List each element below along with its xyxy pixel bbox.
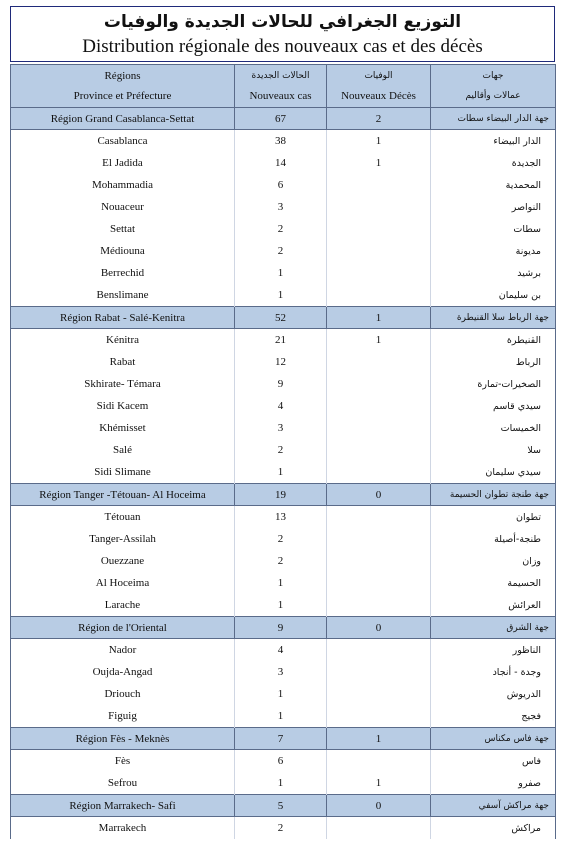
row-deaths-cell (327, 594, 431, 617)
row-name-cell: Figuig (11, 705, 235, 728)
row-name-cell: Berrechid (11, 262, 235, 284)
row-name-cell: Driouch (11, 683, 235, 705)
row-arabic-name-cell: جهة مراكش آسفي (431, 795, 556, 817)
row-deaths-cell: 0 (327, 484, 431, 506)
row-cases-cell: 19 (235, 484, 327, 506)
row-name-cell: Nouaceur (11, 196, 235, 218)
province-row (11, 506, 556, 529)
row-cases-cell: 3 (235, 417, 327, 439)
header-new-cases (235, 65, 327, 108)
province-row (11, 329, 556, 352)
row-cases-cell: 9 (235, 617, 327, 639)
header-new-cases-ar: الحالات الجديدة (251, 71, 310, 81)
row-deaths-cell: 2 (327, 108, 431, 130)
row-arabic-name-cell: سلا (431, 439, 556, 461)
row-cases-cell: 4 (235, 395, 327, 417)
row-deaths-cell: 1 (327, 772, 431, 795)
row-deaths-cell (327, 218, 431, 240)
row-deaths-cell (327, 439, 431, 461)
row-cases-cell: 13 (235, 506, 327, 529)
row-deaths-cell: 1 (327, 152, 431, 174)
header-new-deaths-ar: الوفيات (364, 71, 393, 81)
row-cases-cell: 1 (235, 572, 327, 594)
row-arabic-name-cell: الرباط (431, 351, 556, 373)
row-name-cell: Fès (11, 750, 235, 773)
province-row (11, 373, 556, 395)
row-arabic-name-cell: سطات (431, 218, 556, 240)
header-regions-ar (431, 65, 556, 108)
row-name-cell: Ouezzane (11, 550, 235, 572)
row-cases-cell: 5 (235, 795, 327, 817)
region-row (11, 617, 556, 639)
row-arabic-name-cell: مديونة (431, 240, 556, 262)
row-deaths-cell (327, 417, 431, 439)
row-arabic-name-cell: طنجة-أصيلة (431, 528, 556, 550)
row-name-cell: Khémisset (11, 417, 235, 439)
row-cases-cell: 3 (235, 196, 327, 218)
row-deaths-cell (327, 351, 431, 373)
row-deaths-cell (327, 373, 431, 395)
row-deaths-cell: 0 (327, 617, 431, 639)
row-cases-cell: 6 (235, 750, 327, 773)
row-cases-cell: 2 (235, 817, 327, 840)
row-name-cell: Région Tanger -Tétouan- Al Hoceima (11, 484, 235, 506)
row-cases-cell: 4 (235, 639, 327, 662)
province-row (11, 240, 556, 262)
row-name-cell: Région Marrakech- Safi (11, 795, 235, 817)
row-arabic-name-cell: القنيطرة (431, 329, 556, 352)
row-cases-cell: 9 (235, 373, 327, 395)
row-name-cell: Sefrou (11, 772, 235, 795)
row-name-cell: El Jadida (11, 152, 235, 174)
row-arabic-name-cell: برشيد (431, 262, 556, 284)
row-arabic-name-cell: الدريوش (431, 683, 556, 705)
row-arabic-name-cell: الدار البيضاء (431, 130, 556, 153)
row-cases-cell: 12 (235, 351, 327, 373)
row-name-cell: Salé (11, 439, 235, 461)
row-arabic-name-cell: سيدي قاسم (431, 395, 556, 417)
province-row (11, 661, 556, 683)
row-name-cell: Nador (11, 639, 235, 662)
row-deaths-cell (327, 817, 431, 840)
province-row (11, 750, 556, 773)
header-province-label: Province et Préfecture (73, 90, 172, 102)
row-arabic-name-cell: الجديدة (431, 152, 556, 174)
row-deaths-cell: 1 (327, 728, 431, 750)
header-regions-ar-l2: عمالات وأقاليم (465, 91, 521, 101)
row-deaths-cell (327, 683, 431, 705)
row-arabic-name-cell: فاس (431, 750, 556, 773)
row-arabic-name-cell: جهة الرباط سلا القنيطرة (431, 307, 556, 329)
table-header-row (11, 65, 556, 108)
row-arabic-name-cell: مراكش (431, 817, 556, 840)
header-new-cases-fr: Nouveaux cas (249, 90, 312, 102)
row-cases-cell: 38 (235, 130, 327, 153)
row-name-cell: Rabat (11, 351, 235, 373)
province-row (11, 262, 556, 284)
header-new-deaths-fr: Nouveaux Décès (341, 90, 416, 102)
province-row (11, 351, 556, 373)
row-deaths-cell: 0 (327, 795, 431, 817)
region-row (11, 795, 556, 817)
row-cases-cell: 2 (235, 439, 327, 461)
row-arabic-name-cell: جهة الشرق (431, 617, 556, 639)
row-name-cell: Sidi Kacem (11, 395, 235, 417)
province-row (11, 683, 556, 705)
row-arabic-name-cell: النواصر (431, 196, 556, 218)
row-arabic-name-cell: جهة فاس مكناس (431, 728, 556, 750)
header-new-deaths (327, 65, 431, 108)
province-row (11, 639, 556, 662)
province-row (11, 461, 556, 484)
row-deaths-cell (327, 506, 431, 529)
region-row (11, 728, 556, 750)
row-arabic-name-cell: وزان (431, 550, 556, 572)
row-name-cell: Casablanca (11, 130, 235, 153)
title-french: Distribution régionale des nouveaux cas et des décès (82, 36, 483, 57)
province-row (11, 417, 556, 439)
province-row (11, 528, 556, 550)
row-cases-cell: 67 (235, 108, 327, 130)
row-deaths-cell (327, 750, 431, 773)
row-name-cell: Tétouan (11, 506, 235, 529)
row-name-cell: Kénitra (11, 329, 235, 352)
row-deaths-cell (327, 395, 431, 417)
province-row (11, 550, 556, 572)
row-cases-cell: 2 (235, 550, 327, 572)
province-row (11, 174, 556, 196)
row-name-cell: Settat (11, 218, 235, 240)
row-arabic-name-cell: تطوان (431, 506, 556, 529)
header-regions-ar-l1: جهات (482, 71, 504, 81)
row-name-cell: Mohammadia (11, 174, 235, 196)
row-cases-cell: 2 (235, 218, 327, 240)
row-name-cell: Région Rabat - Salé-Kenitra (11, 307, 235, 329)
row-cases-cell: 1 (235, 262, 327, 284)
row-cases-cell: 14 (235, 152, 327, 174)
row-deaths-cell (327, 174, 431, 196)
row-arabic-name-cell: بن سليمان (431, 284, 556, 307)
row-deaths-cell (327, 572, 431, 594)
province-row (11, 594, 556, 617)
row-cases-cell: 52 (235, 307, 327, 329)
row-deaths-cell: 1 (327, 130, 431, 153)
row-deaths-cell (327, 550, 431, 572)
row-name-cell: Région Grand Casablanca-Settat (11, 108, 235, 130)
row-deaths-cell: 1 (327, 307, 431, 329)
province-row (11, 152, 556, 174)
province-row (11, 130, 556, 153)
row-arabic-name-cell: صفرو (431, 772, 556, 795)
row-cases-cell: 1 (235, 705, 327, 728)
row-cases-cell: 3 (235, 661, 327, 683)
row-arabic-name-cell: الصخيرات-تمارة (431, 373, 556, 395)
row-cases-cell: 1 (235, 284, 327, 307)
row-cases-cell: 1 (235, 772, 327, 795)
row-name-cell: Oujda-Angad (11, 661, 235, 683)
row-cases-cell: 6 (235, 174, 327, 196)
row-name-cell: Sidi Slimane (11, 461, 235, 484)
row-name-cell: Skhirate- Témara (11, 373, 235, 395)
region-row (11, 307, 556, 329)
row-cases-cell: 2 (235, 240, 327, 262)
row-deaths-cell (327, 262, 431, 284)
row-cases-cell: 1 (235, 594, 327, 617)
region-row (11, 108, 556, 130)
table-body (11, 108, 556, 840)
row-arabic-name-cell: المحمدية (431, 174, 556, 196)
province-row (11, 705, 556, 728)
row-name-cell: Larache (11, 594, 235, 617)
title-box (10, 6, 555, 62)
row-arabic-name-cell: الناظور (431, 639, 556, 662)
row-name-cell: Marrakech (11, 817, 235, 840)
row-arabic-name-cell: سيدي سليمان (431, 461, 556, 484)
row-cases-cell: 21 (235, 329, 327, 352)
row-cases-cell: 2 (235, 528, 327, 550)
row-name-cell: Al Hoceima (11, 572, 235, 594)
header-regions-label: Régions (104, 70, 141, 82)
province-row (11, 572, 556, 594)
row-name-cell: Région de l'Oriental (11, 617, 235, 639)
row-deaths-cell (327, 240, 431, 262)
province-row (11, 439, 556, 461)
row-arabic-name-cell: الخميسات (431, 417, 556, 439)
row-arabic-name-cell: جهة الدار البيضاء سطات (431, 108, 556, 130)
province-row (11, 196, 556, 218)
row-deaths-cell (327, 705, 431, 728)
header-regions (11, 65, 235, 108)
row-arabic-name-cell: وجدة - أنجاد (431, 661, 556, 683)
row-deaths-cell (327, 196, 431, 218)
row-deaths-cell (327, 639, 431, 662)
row-arabic-name-cell: فجيج (431, 705, 556, 728)
province-row (11, 218, 556, 240)
row-cases-cell: 1 (235, 683, 327, 705)
province-row (11, 772, 556, 795)
row-cases-cell: 7 (235, 728, 327, 750)
row-name-cell: Benslimane (11, 284, 235, 307)
province-row (11, 817, 556, 840)
province-row (11, 284, 556, 307)
row-deaths-cell (327, 284, 431, 307)
row-arabic-name-cell: جهة طنجة تطوان الحسيمة (431, 484, 556, 506)
province-row (11, 395, 556, 417)
row-deaths-cell (327, 661, 431, 683)
row-arabic-name-cell: العرائش (431, 594, 556, 617)
row-deaths-cell: 1 (327, 329, 431, 352)
row-deaths-cell (327, 528, 431, 550)
row-name-cell: Tanger-Assilah (11, 528, 235, 550)
distribution-table (10, 64, 556, 839)
row-name-cell: Médiouna (11, 240, 235, 262)
row-name-cell: Région Fès - Meknès (11, 728, 235, 750)
row-deaths-cell (327, 461, 431, 484)
title-arabic: التوزيع الجغرافي للحالات الجديدة والوفيات (103, 12, 462, 32)
row-cases-cell: 1 (235, 461, 327, 484)
region-row (11, 484, 556, 506)
row-arabic-name-cell: الحسيمة (431, 572, 556, 594)
